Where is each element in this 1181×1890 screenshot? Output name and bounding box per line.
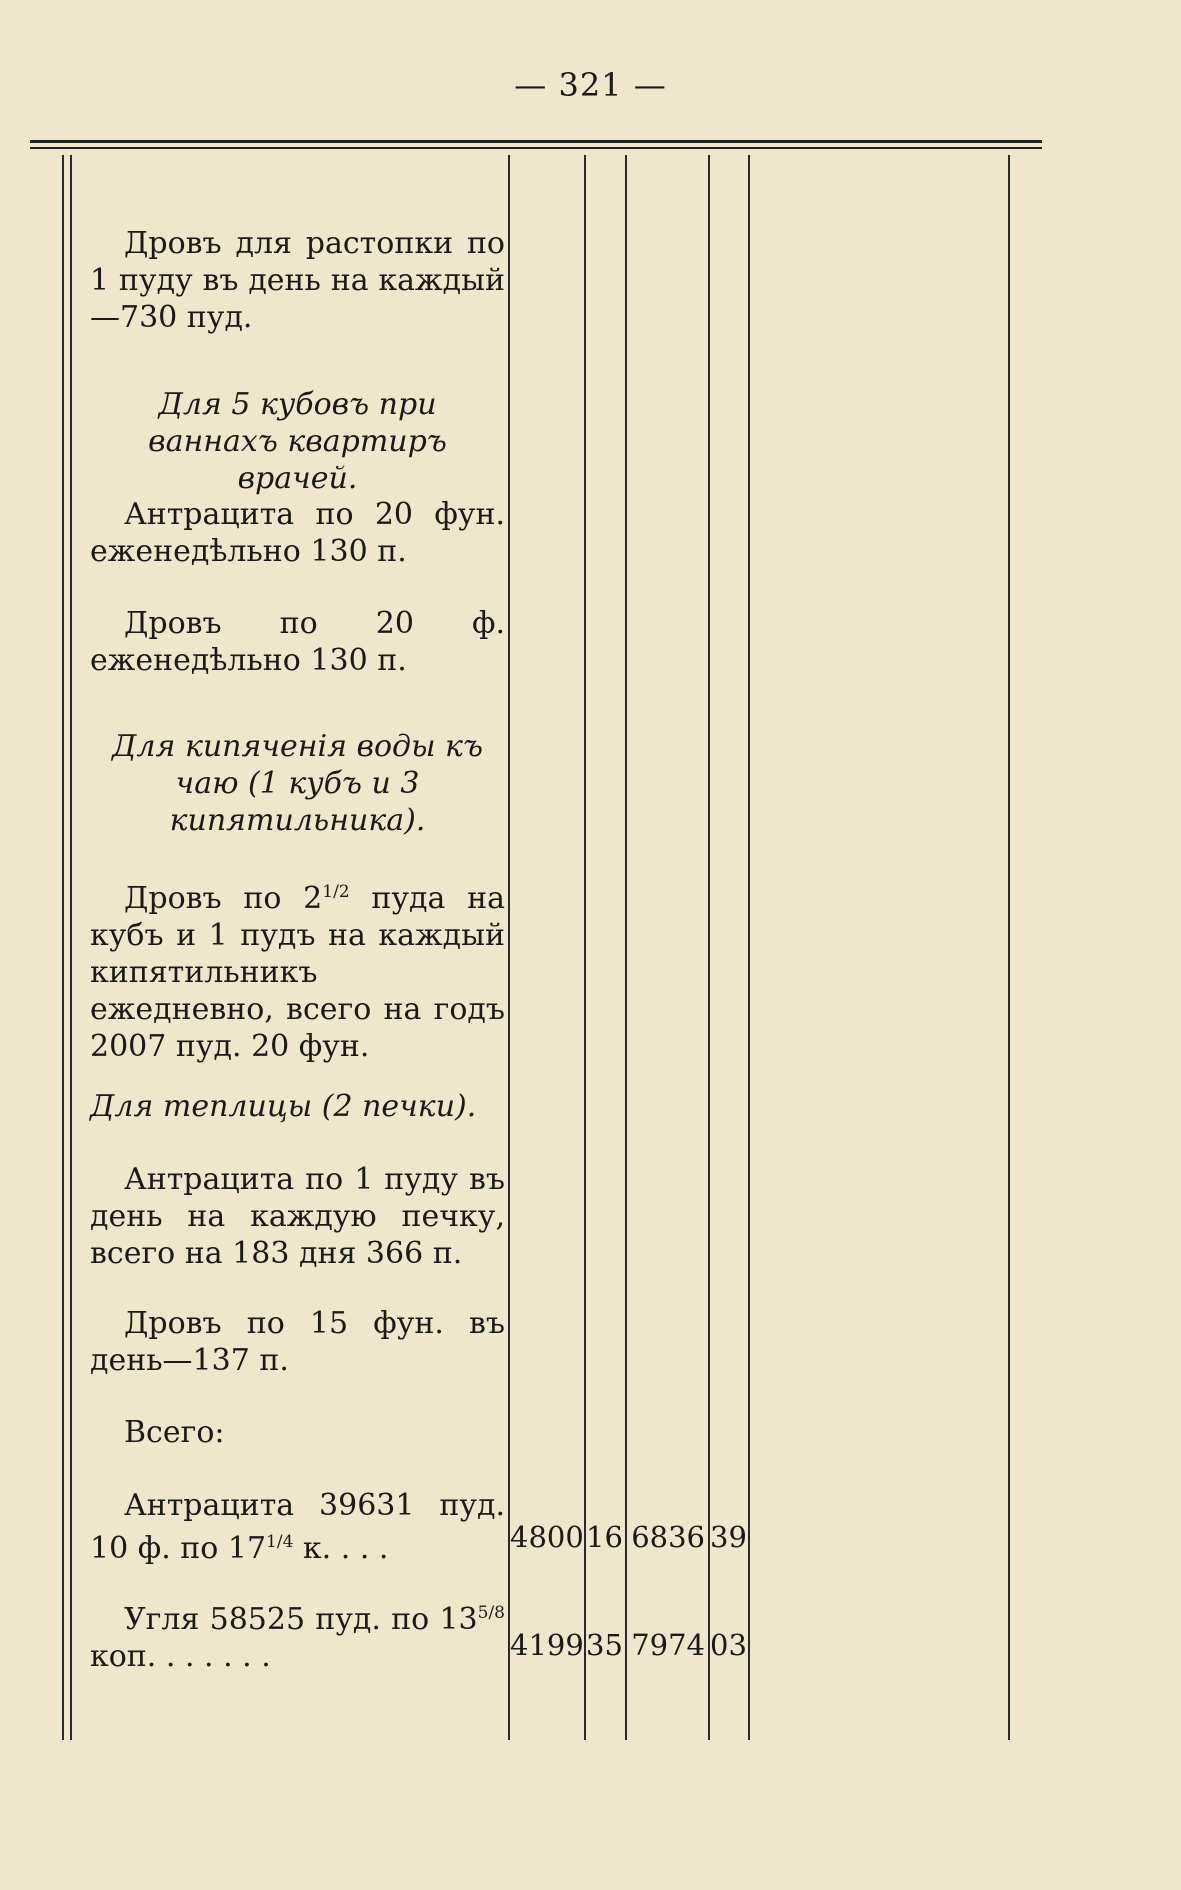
fraction: 5/8 <box>477 1603 505 1623</box>
entry-anthracite-weekly: Антрацита по 20 фун. еженедѣльно 130 п. <box>90 497 505 569</box>
column-line <box>584 155 586 1740</box>
entry-text: к. . . . <box>293 1531 389 1566</box>
entry-anthracite-stoves: Антрацита по 1 пуду въ день на каждую печку, всего на 183 дня 366 п. <box>90 1162 505 1271</box>
entry-text: пуда на кубъ и 1 пудъ на каждый кипятильникъ ежедневно, всего на годъ 2007 пуд. 20 фун. <box>90 881 505 1064</box>
heading-tea-water: Для кипяченія воды къ чаю (1 кубъ и 3 кипятильника). <box>112 729 483 838</box>
column-line <box>1008 155 1010 1740</box>
fraction: 1/4 <box>266 1532 294 1552</box>
column-line <box>748 155 750 1740</box>
kopecks-1: 16 <box>586 1520 623 1554</box>
entry-wood-daily-boilers <box>90 874 505 1065</box>
heading-greenhouse: Для теплицы (2 печки). <box>90 1089 477 1124</box>
total-coal <box>90 1595 505 1675</box>
column-line <box>625 155 627 1740</box>
total-label: Всего: <box>124 1415 225 1450</box>
page-number: — 321 — <box>514 66 667 104</box>
entry-text: Антрацита 39631 пуд. 10 ф. по 17 <box>90 1488 505 1566</box>
column-line <box>70 155 72 1740</box>
rubles-2: 7974 <box>631 1628 705 1662</box>
entry-wood-weekly: Дровъ по 20 ф. еженедѣльно 130 п. <box>90 606 505 678</box>
column-line <box>62 155 64 1740</box>
entry-text: Угля 58525 пуд. по 13 <box>124 1602 478 1637</box>
rubles-1: 4199 <box>510 1628 584 1662</box>
fraction: 1/2 <box>322 882 350 902</box>
kopecks-2: 03 <box>710 1628 747 1662</box>
header-rule-thin <box>30 147 1042 149</box>
entry-text: коп. . . . . . . <box>90 1639 271 1674</box>
kopecks-2: 39 <box>710 1520 747 1554</box>
rubles-2: 6836 <box>631 1520 705 1554</box>
rubles-1: 4800 <box>510 1520 584 1554</box>
column-line <box>508 155 510 1740</box>
header-rule <box>30 140 1042 143</box>
kopecks-1: 35 <box>586 1628 623 1662</box>
entry-kindling-wood: Дровъ для растопки по 1 пуду въ день на каждый —730 пуд. <box>90 226 505 335</box>
entry-text: Дровъ по 2 <box>124 881 323 916</box>
entry-wood-greenhouse: Дровъ по 15 фун. въ день—137 п. <box>90 1306 505 1378</box>
total-anthracite <box>90 1487 505 1567</box>
column-line <box>708 155 710 1740</box>
heading-baths: Для 5 кубовъ при ваннахъ квартиръ врачей. <box>148 387 447 496</box>
